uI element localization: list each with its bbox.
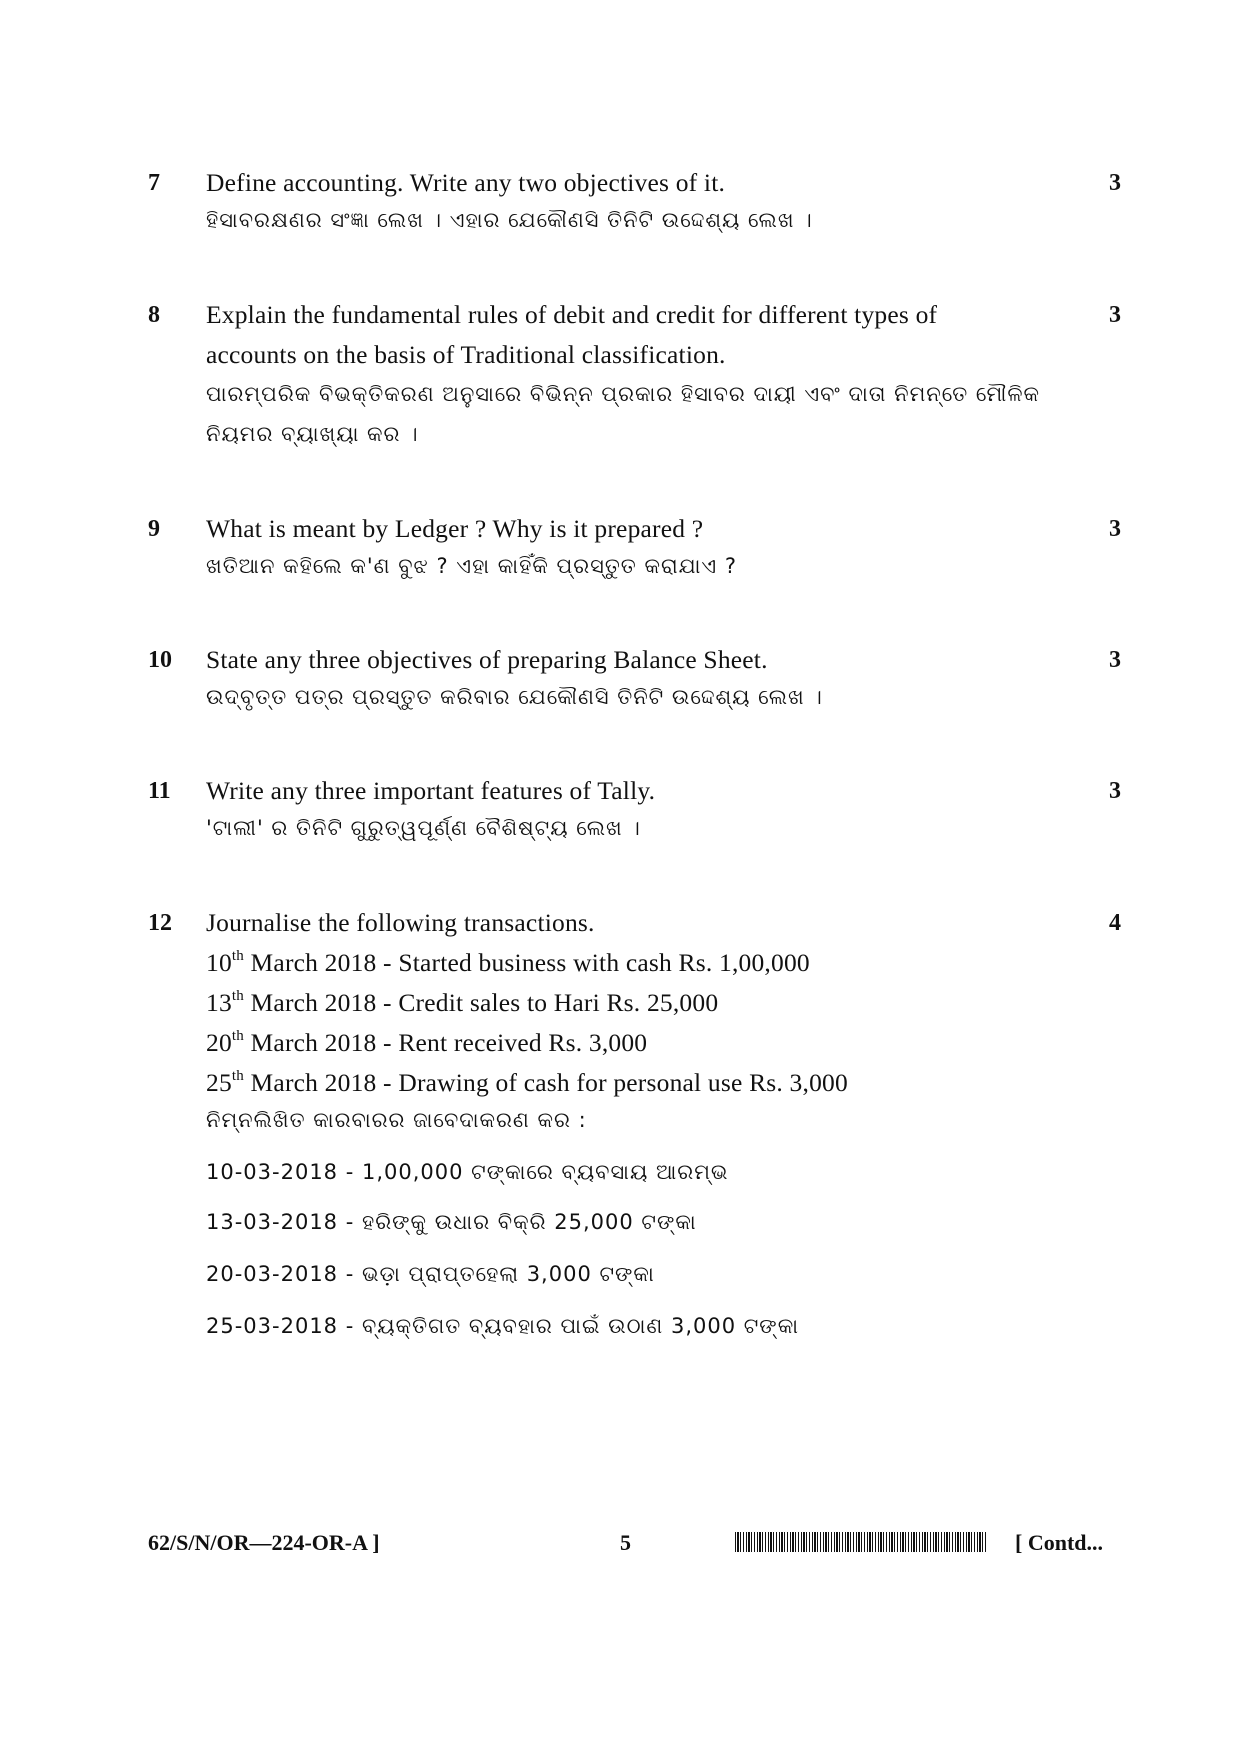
odia-heading: ନିମ୍ନଲିଖିତ କାରବାରର ଜାବେଦାକରଣ କର :: [206, 1108, 587, 1132]
continued-label: [ Contd...: [1015, 1530, 1104, 1555]
question-text-english: What is meant by Ledger ? Why is it prepared ?: [206, 514, 704, 543]
question-number: 7: [148, 170, 160, 196]
odia-transaction-line: 25-03-2018 - ବ୍ୟକ୍ତିଗତ ବ୍ୟବହାର ପାଇଁ ଉଠାଣ 3,000 ଟଙ୍କା: [206, 1314, 800, 1338]
odia-transaction-line: 20-03-2018 - ଭଡ଼ା ପ୍ରାପ୍ତହେଲା 3,000 ଟଙ୍କା: [206, 1262, 655, 1286]
question-number: 8: [148, 302, 160, 328]
transaction-line: 13th March 2018 - Credit sales to Hari Rs. 25,000: [206, 987, 719, 1017]
transaction-line: 25th March 2018 - Drawing of cash for personal use Rs. 3,000: [206, 1067, 848, 1097]
question-marks: 3: [1109, 302, 1121, 328]
question-text-english: Write any three important features of Tally.: [206, 776, 656, 805]
question-number: 10: [148, 647, 172, 673]
question-marks: 3: [1109, 647, 1121, 673]
question-number: 9: [148, 516, 160, 542]
question-number: 11: [148, 778, 171, 804]
question-text-odia: ଖତିଆନ କହିଲେ କ'ଣ ବୁଝ ? ଏହା କାହିଁକି ପ୍ରସ୍ତୁତ କରାଯାଏ ?: [206, 554, 738, 578]
question-text-odia: ହିସାବରକ୍ଷଣର ସଂଜ୍ଞା ଲେଖ । ଏହାର ଯେକୌଣସି ତିନିଟି ଉଦ୍ଦେଶ୍ୟ ଲେଖ ।: [206, 208, 813, 232]
question-marks: 3: [1109, 516, 1121, 542]
question-text-odia: ନିୟମର ବ୍ୟାଖ୍ୟା କର ।: [206, 422, 419, 446]
odia-transaction-line: 13-03-2018 - ହରିଙ୍କୁ ଉଧାର ବିକ୍ରି 25,000 ଟଙ୍କା: [206, 1210, 697, 1234]
question-text-english: Define accounting. Write any two objectives of it.: [206, 168, 726, 197]
page-number: 5: [620, 1530, 631, 1555]
question-marks: 3: [1109, 778, 1121, 804]
question-number: 12: [148, 910, 172, 936]
question-text-english: Explain the fundamental rules of debit and credit for different types of: [206, 300, 938, 329]
question-text-odia: 'ଟାଲୀ' ର ତିନିଟି ଗୁରୁତ୍ୱପୂର୍ଣ୍ଣ ବୈଶିଷ୍ଟ୍ୟ ଲେଖ ।: [206, 816, 641, 840]
page-footer: [0, 1530, 1240, 1570]
paper-code: 62/S/N/OR—224-OR-A ]: [148, 1530, 380, 1555]
question-marks: 4: [1109, 910, 1121, 936]
question-text-odia: ପାରମ୍ପରିକ ବିଭକ୍ତିକରଣ ଅନୁସାରେ ବିଭିନ୍ନ ପ୍ରକାର ହିସାବର ଦାୟୀ ଏବଂ ଦାତା ନିମନ୍ତେ ମୌଳିକ: [206, 382, 1041, 406]
question-marks: 3: [1109, 170, 1121, 196]
transaction-line: 20th March 2018 - Rent received Rs. 3,000: [206, 1027, 648, 1057]
odia-transaction-line: 10-03-2018 - 1,00,000 ଟଙ୍କାରେ ବ୍ୟବସାୟ ଆରମ୍ଭ: [206, 1160, 729, 1184]
question-text-english: accounts on the basis of Traditional classification.: [206, 340, 726, 369]
question-text-english: State any three objectives of preparing Balance Sheet.: [206, 645, 768, 674]
question-text-english: Journalise the following transactions.: [206, 908, 595, 937]
barcode: [735, 1532, 987, 1552]
question-text-odia: ଉଦ୍‌ବୃତ୍ତ ପତ୍ର ପ୍ରସ୍ତୁତ କରିବାର ଯେକୌଣସି ତିନିଟି ଉଦ୍ଦେଶ୍ୟ ଲେଖ ।: [206, 685, 823, 709]
transaction-line: 10th March 2018 - Started business with cash Rs. 1,00,000: [206, 947, 810, 977]
